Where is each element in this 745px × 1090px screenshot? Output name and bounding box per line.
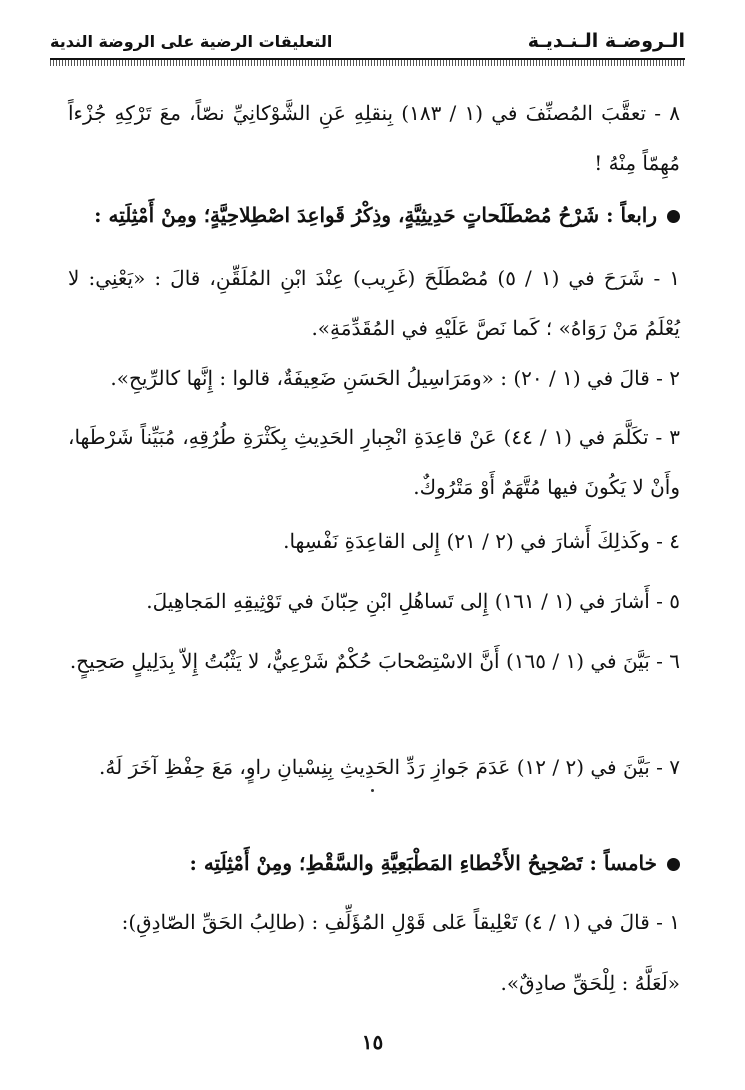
header-subtitle: التعليقات الرضية على الروضة الندية [50, 32, 333, 51]
stray-dot [371, 789, 374, 792]
bullet-icon [667, 858, 680, 871]
header-book-title: الـروضـة الـنـديـة [527, 30, 685, 52]
section-heading-text: رابعاً : شَرْحُ مُصْطَلَحاتٍ حَدِيثِيَّةٍ، وذِكْرُ قَواعِدَ اصْطِلاحِيَّةٍ؛ ومِنْ أَمْثِلَتِه : [94, 203, 657, 227]
paragraph-item-4: ٤ - وكَذلِكَ أَشارَ في (٢ / ٢١) إِلى القاعِدَةِ نَفْسِها. [283, 529, 680, 553]
paragraph-item-3: ٣ - تكَلَّمَ في (١ / ٤٤) عَنْ قاعِدَةِ انْجِبارِ الحَدِيثِ بِكَثْرَةِ طُرُقِهِ، مُبَيِّناً شَرْطَها، وأَنْ لا يَكُونَ فيها مُتَّهَمٌ أَوْ مَتْرُوكٌ. [68, 425, 680, 499]
paragraph-item-7: ٧ - بَيَّنَ في (٢ / ١٢) عَدَمَ جَوازِ رَدِّ الحَدِيثِ بِنِسْيانِ راوٍ، مَعَ حِفْظِ آخَرَ لَهُ. [99, 755, 680, 779]
paragraph-correction-quote: «لَعَلَّهُ : لِلْحَقِّ صادِقٌ». [500, 971, 680, 995]
paragraph-correction-1: ١ - قالَ في (١ / ٤) تَعْلِيقاً عَلى قَوْلِ المُؤَلِّفِ : (طالِبُ الحَقِّ الصّادِقِ): [121, 910, 680, 934]
bullet-icon [667, 210, 680, 223]
paragraph-item-1: ١ - شَرَحَ في (١ / ٥) مُصْطَلَحَ (غَرِيب) عِنْدَ ابْنِ المُلَقِّنِ، قالَ : «يَعْنِي: لا يُعْلَمُ مَنْ رَوَاهُ» ؛ كَما نَصَّ عَلَيْهِ في المُقَدِّمَةِ». [68, 266, 680, 340]
header-rule [50, 58, 685, 66]
paragraph-item-6: ٦ - بَيَّنَ في (١ / ١٦٥) أَنَّ الاسْتِصْحابَ حُكْمٌ شَرْعِيٌّ، لا يَثْبُتُ إِلاّ بِدَلِيلٍ صَحِيحٍ. [69, 649, 680, 673]
section-heading-fifth [68, 838, 680, 888]
running-header [50, 22, 685, 66]
paragraph-item-5: ٥ - أَشارَ في (١ / ١٦١) إِلى تَساهُلِ ابْنِ حِبّانَ في تَوْثِيقِهِ المَجاهِيلَ. [146, 589, 680, 613]
paragraph-item-2: ٢ - قالَ في (١ / ٢٠) : «ومَرَاسِيلُ الحَسَنِ ضَعِيفَةٌ، قالوا : إِنَّها كالرِّيحِ». [110, 366, 680, 390]
page-number: ١٥ [361, 1030, 384, 1054]
section-heading-text: خامساً : تَصْحِيحُ الأَخْطاءِ المَطْبَعِيَّةِ والسَّقْطِ؛ ومِنْ أَمْثِلَتِه : [189, 851, 657, 875]
paragraph-item-8: ٨ - تعقَّبَ المُصنِّفَ في (١ / ١٨٣) بِنقلِهِ عَنِ الشَّوْكانِيِّ نصّاً، معَ تَرْكِهِ جُزْءاً مُهِمّاً مِنْهُ ! [68, 101, 681, 175]
section-heading-fourth [68, 190, 680, 240]
